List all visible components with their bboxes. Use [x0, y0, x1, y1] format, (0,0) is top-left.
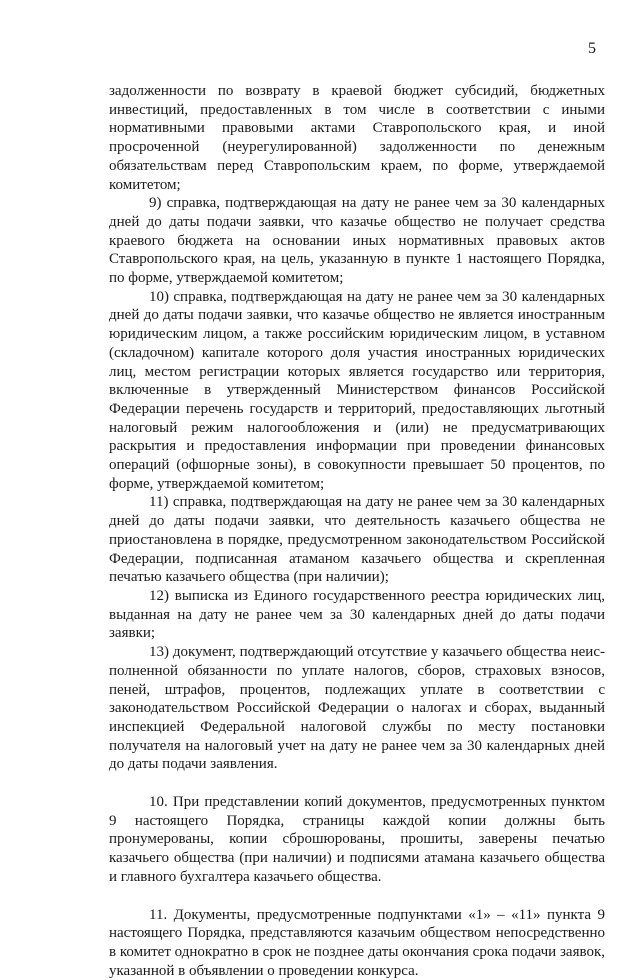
section-gap [109, 887, 605, 906]
paragraph-item-11: 11) справка, подтверждающая на дату не ранее чем за 30 календарных дней до даты подачи заявки, что деятельность казачьего общества не приостановлена в порядке, предусмотренном законодательством Российской Федерации, подписанная атаманом казачьего общества и скрепленная печатью казачьего общества (при наличии); [109, 494, 605, 586]
paragraph-item-13: 13) документ, подтверждающий отсутствие у казачьего общества неисполненной обязанности по уплате налогов, сборов, страховых взносов, пеней, штрафов, процентов, подлежащих уплате в соответствии с законодательством Российской Федерации о налогах и сборах, выданный инспекцией Федеральной налоговой службы по месту постановки получателя на налоговый учет на дату не ранее чем за 30 календарных дней до даты подачи заявления. [109, 644, 605, 773]
paragraph-item-9: 9) справка, подтверждающая на дату не ранее чем за 30 календарных дней до даты подачи заявки, что казачье общество не получает средства краевого бюджета на основании иных нормативных правовых актов Ставропольского края, на цель, указанную в пункте 1 настоящего Порядка, по форме, утверждаемой комитетом; [109, 195, 605, 287]
paragraph-debt-continuation: задолженности по возврату в краевой бюджет субсидий, бюджетных инвестиций, предоставленных в том числе в соответствии с иными нормативными правовыми актами Ставропольского края, и иной просроченной (неурегулированной) задолженности по денежным обязательствам перед Ставропольским краем, по форме, утверждаемой комитетом; [109, 83, 605, 193]
paragraph-clause-10: 10. При представлении копий документов, предусмотренных пунктом 9 настоящего Порядка, страницы каждой копии должны быть пронумерованы, копии сброшюрованы, прошиты, заверены печатью казачьего общества (при наличии) и подписями атамана казачьего общества и главного бухгалтера казачьего общества. [109, 794, 605, 885]
page-number: 5 [588, 40, 596, 57]
section-gap [109, 774, 605, 793]
document-body [109, 82, 605, 980]
paragraph-item-10: 10) справка, подтверждающая на дату не ранее чем за 30 календарных дней до даты подачи заявки, что казачье общество не является иностранным юридическим лицом, а также российским юридическим лицом, в уставном (складочном) капитале которого доля участия иностранных юридических лиц, местом регистрации которых является государство или территория, включенные в утвержденный Министерством финансов Российской Федерации перечень государств и территорий, предоставляющих льготный налоговый режим налогообложения и (или) не предусматривающих раскрытия и предоставления информации при проведении финансовых операций (офшорные зоны), в совокупности превышает 50 процентов, по форме, утверждаемой комитетом; [109, 288, 605, 492]
paragraph-item-12: 12) выписка из Единого государственного реестра юридических лиц, выданная на дату не ранее чем за 30 календарных дней до даты подачи заявки; [109, 587, 605, 642]
paragraph-clause-11: 11. Документы, предусмотренные подпунктами «1» – «11» пункта 9 настоящего Порядка, представляются казачьим обществом непосредственно в комитет однократно в срок не позднее даты окончания срока подачи заявок, указанной в объявлении о проведении конкурса. [109, 906, 605, 979]
